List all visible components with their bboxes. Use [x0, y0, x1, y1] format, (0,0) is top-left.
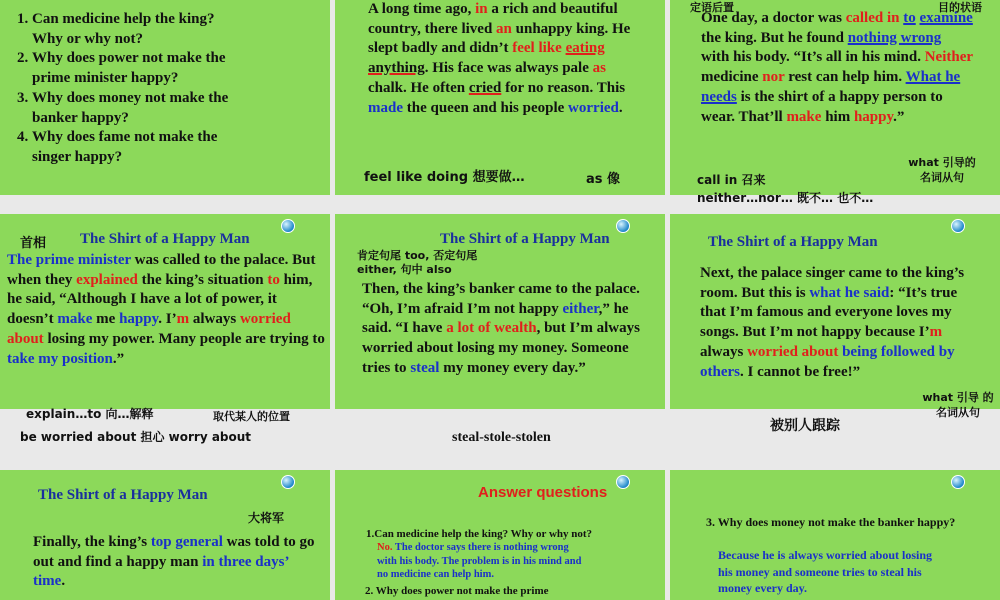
text: ,” he said. “I have	[362, 300, 629, 337]
text: chalk. He often	[368, 79, 469, 96]
text: . I cannot be free!”	[740, 363, 861, 380]
text: always	[189, 311, 240, 328]
label-either-also: either, 句中 also	[357, 263, 452, 276]
text: . I’	[158, 311, 177, 328]
text: .”	[112, 350, 125, 367]
globe-icon	[281, 475, 295, 489]
note-take-position: 取代某人的位置	[213, 410, 290, 423]
answer-1	[377, 541, 582, 582]
text: the queen and his people	[403, 99, 569, 116]
note-call-in: call in 召来	[697, 173, 766, 187]
highlight-an: an	[496, 20, 512, 37]
note-as: as 像	[586, 172, 621, 187]
prime-minister-paragraph	[7, 251, 325, 369]
logo	[281, 219, 325, 233]
answer-1-text: The doctor says there is nothing wrong with his body. The problem is in his mind and no medicine can help him.	[377, 542, 582, 580]
note-steal-forms: steal-stole-stolen	[452, 430, 551, 445]
underline-cried: cried	[468, 79, 502, 96]
text: Finally, the king’s	[33, 534, 151, 550]
text: losing my power. Many people are trying to	[43, 330, 325, 347]
question-1: 1. Can medicine help the king? Why or why not?	[32, 10, 247, 49]
text: him, he said, “Although I have a lot of power, it doesn’t	[7, 271, 313, 328]
slide-answer-questions	[335, 470, 665, 600]
singer-paragraph	[700, 264, 975, 382]
text: Next, the palace singer came to the king’s room. But this is	[700, 265, 965, 301]
answer-no: No.	[377, 542, 393, 553]
text: a rich and beautiful country, there lived	[368, 1, 618, 37]
highlight-what-he-said: what he said	[809, 284, 890, 301]
highlight-as: as	[592, 60, 606, 77]
text: him	[821, 108, 854, 125]
highlight-eating: eating	[565, 40, 605, 57]
slide-general	[0, 470, 330, 600]
text: was called to the palace. But when they	[7, 252, 316, 288]
text: with his body. “It’s all in his mind.	[701, 49, 925, 66]
question-2: 2. Why does power not make the prime minister happy?	[32, 49, 247, 88]
note-what-clause: what 引导的 名词从句	[908, 156, 976, 184]
text: One day, a doctor was	[701, 10, 846, 26]
highlight-make: make	[786, 108, 822, 125]
text: medicine	[701, 69, 763, 86]
answer-title: Answer questions	[478, 484, 608, 501]
highlight-steal: steal	[410, 359, 440, 376]
highlight-to: to	[903, 10, 916, 26]
question-1: 1.Can medicine help the king? Why or why not?	[366, 528, 593, 540]
note-feel-like: feel like doing 想要做…	[364, 170, 525, 185]
text: .	[61, 573, 66, 590]
highlight-to: to	[267, 271, 280, 288]
slide-prime-minister	[0, 214, 330, 444]
globe-icon	[951, 475, 965, 489]
question-2: 2. Why does power not make the prime	[365, 585, 549, 597]
highlight-either: either	[562, 300, 599, 317]
slide-singer	[670, 214, 1000, 434]
doctor-paragraph	[701, 9, 973, 127]
highlight-take-my-position: take my position	[7, 350, 113, 367]
note-neither-nor: neither…nor… 既不… 也不…	[697, 191, 874, 205]
highlight-worried-about: worried about	[7, 311, 291, 347]
answer-3: Because he is always worried about losing his money and someone tries to steal his money every day.	[718, 548, 933, 595]
note-being-followed: 被别人跟踪	[770, 418, 840, 434]
question-3: 3. Why does money not make the banker happy?	[706, 515, 956, 529]
slide-banker	[335, 214, 665, 445]
slide-title: The Shirt of a Happy Man	[708, 234, 878, 250]
globe-icon	[616, 475, 630, 489]
highlight-m: m	[929, 324, 943, 341]
slide-answer-banker	[670, 470, 1000, 600]
text: . His face was always pale	[424, 60, 593, 77]
highlight-three-days: in three days’ time	[33, 553, 289, 590]
text: was told to go out and find a happy man	[33, 534, 315, 570]
text: , but I’m always worried about losing my money. Someone tries to	[362, 320, 640, 376]
note-what-clause: what 引导 的名词从句	[922, 391, 994, 419]
label-purpose-adverbial: 目的状语	[938, 1, 982, 14]
highlight-prime-minister: The prime minister	[7, 252, 131, 268]
story-paragraph	[368, 0, 633, 118]
question-list	[8, 10, 323, 168]
note-explain-to: explain…to 向…解释	[26, 407, 154, 421]
logo	[616, 475, 660, 489]
highlight-being-followed: being followed by others	[700, 343, 955, 380]
highlight-wealth: a lot of wealth	[446, 320, 537, 337]
label-postpositive-attributive: 定语后置	[690, 1, 734, 14]
text: .”	[893, 108, 905, 125]
highlight-called-in: called in	[845, 10, 900, 26]
globe-icon	[951, 219, 965, 233]
general-paragraph	[33, 533, 318, 592]
highlight-feel-like: feel like	[512, 40, 566, 57]
highlight-nor: nor	[762, 69, 785, 86]
text: the king. But he found	[701, 29, 848, 46]
text: rest can help him.	[784, 69, 906, 86]
label-too-either: 肯定句尾 too, 否定句尾	[357, 249, 478, 262]
text: Then, the king’s banker came to the palace. “Oh, I’m afraid I’m not happy	[362, 281, 640, 317]
globe-icon	[616, 219, 630, 233]
highlight-happy: happy	[853, 108, 894, 125]
slide-title: The Shirt of a Happy Man	[80, 231, 250, 247]
highlight-what-he-needs: What he needs	[701, 69, 961, 105]
highlight-nothing-wrong: nothing wrong	[847, 29, 942, 46]
highlight-examine: examine	[919, 10, 973, 26]
logo	[951, 475, 995, 489]
slide-story-intro	[335, 0, 665, 195]
question-4: 4. Why does fame not make the singer happy?	[32, 128, 247, 167]
text: .	[618, 99, 623, 116]
highlight-m: m	[176, 311, 190, 328]
highlight-make: make	[57, 311, 93, 328]
banker-paragraph	[362, 280, 645, 379]
text: the king’s situation	[137, 271, 268, 288]
underline-anything: anything	[368, 60, 425, 77]
highlight-happy: happy	[119, 311, 159, 328]
logo	[951, 219, 995, 233]
text: my money every day.”	[439, 359, 586, 376]
logo	[281, 475, 325, 489]
label-prime-minister: 首相	[20, 236, 47, 251]
question-3: 3. Why does money not make the banker happy?	[32, 89, 247, 128]
slide-title: The Shirt of a Happy Man	[440, 231, 610, 247]
slide-doctor	[670, 0, 1000, 205]
slide-title: The Shirt of a Happy Man	[38, 487, 208, 503]
text: unhappy king. He slept badly and didn’t	[368, 20, 631, 57]
highlight-worried-about: worried about	[747, 343, 839, 360]
text: always	[700, 343, 748, 360]
text: me	[92, 311, 120, 328]
note-be-worried: be worried about 担心 worry about	[20, 430, 252, 444]
text: A long time ago,	[368, 1, 476, 17]
highlight-neither: Neither	[924, 49, 973, 66]
globe-icon	[281, 219, 295, 233]
text: for no reason. This	[501, 79, 626, 96]
text: is the shirt of a happy person to wear. That’ll	[701, 88, 943, 125]
highlight-in: in	[475, 1, 488, 17]
highlight-top-general: top general	[150, 534, 223, 550]
highlight-made: made	[368, 99, 403, 116]
highlight-worried: worried	[568, 99, 619, 116]
text: : “It’s true that I’m famous and everyone loves my songs. But I’m not happy because I’	[700, 284, 958, 341]
highlight-explained: explained	[76, 271, 138, 288]
slide-questions	[0, 0, 330, 195]
label-general: 大将军	[248, 511, 285, 525]
logo	[616, 219, 660, 233]
